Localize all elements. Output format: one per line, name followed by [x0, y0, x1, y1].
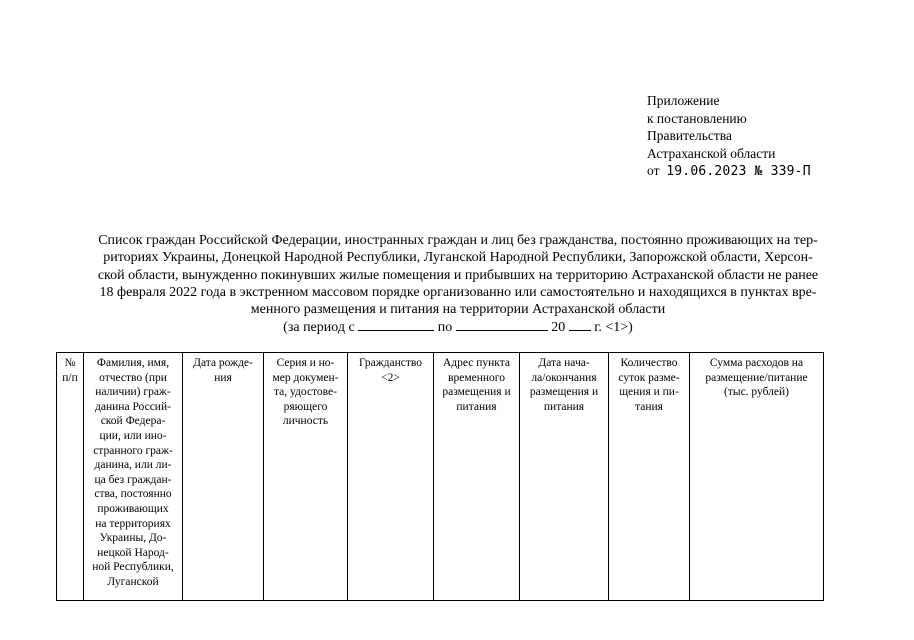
appendix-line: Астраханской области	[647, 145, 776, 161]
period-year-blank[interactable]	[569, 318, 591, 331]
document-title	[58, 232, 858, 337]
appendix-date-line	[647, 162, 811, 181]
table-header-row	[57, 353, 824, 601]
title-line: менного размещения и питания на территории Астраханской области	[250, 302, 666, 318]
title-line: 18 февраля 2022 года в экстренном массовом порядке организованно или самостоятельно и находящихся в пунктах вре-	[99, 284, 817, 300]
appendix-line: Приложение	[647, 93, 720, 108]
period-prefix: (за период с	[283, 320, 355, 336]
period-end-blank[interactable]	[456, 318, 548, 331]
date-prefix: от	[647, 163, 660, 179]
period-suffix: г. <1>)	[594, 320, 633, 336]
title-line: ской области, вынужденно покинувших жилые помещения и прибывших на территорию Астраханской области не ранее	[97, 267, 819, 283]
register-table	[56, 352, 824, 601]
period-start-blank[interactable]	[358, 318, 434, 331]
col-birth-date: Дата рожде- ния	[183, 353, 264, 601]
col-full-name: Фамилия, имя, отчество (при наличии) граж- данина Россий- ской Федера- ции, или ино- странного граж- данина, или ли- ца без граждан- ства, постоянно проживающих на территориях Украины, До- нецкой Народ- ной Республики, Луганской	[84, 353, 183, 601]
col-citizenship: Гражданство <2>	[348, 353, 434, 601]
appendix-line: к постановлению	[647, 110, 747, 126]
appendix-line: Правительства	[647, 128, 732, 144]
title-line: Список граждан Российской Федерации, иностранных граждан и лиц без гражданства, постоянно проживающих на тер-	[98, 233, 818, 248]
period-line	[58, 318, 858, 336]
col-id-document: Серия и но- мер докумен- та, удостове- ряющего личность	[264, 353, 348, 601]
col-start-end-date: Дата нача- ла/окончания размещения и питания	[520, 353, 609, 601]
title-line: риториях Украины, Донецкой Народной Республики, Луганской Народной Республики, Запорожской области, Херсон-	[103, 250, 813, 266]
col-expenses-sum: Сумма расходов на размещение/питание (тыс. рублей)	[690, 353, 824, 601]
col-number: № п/п	[57, 353, 84, 601]
resolution-date-number: 19.06.2023 № 339-П	[666, 164, 811, 180]
col-days-count: Количество суток разме- щения и пи- тания	[609, 353, 690, 601]
period-to: по	[437, 320, 453, 336]
period-year: 20	[551, 320, 566, 336]
col-accommodation-address: Адрес пункта временного размещения и питания	[434, 353, 520, 601]
appendix-block	[647, 92, 811, 181]
